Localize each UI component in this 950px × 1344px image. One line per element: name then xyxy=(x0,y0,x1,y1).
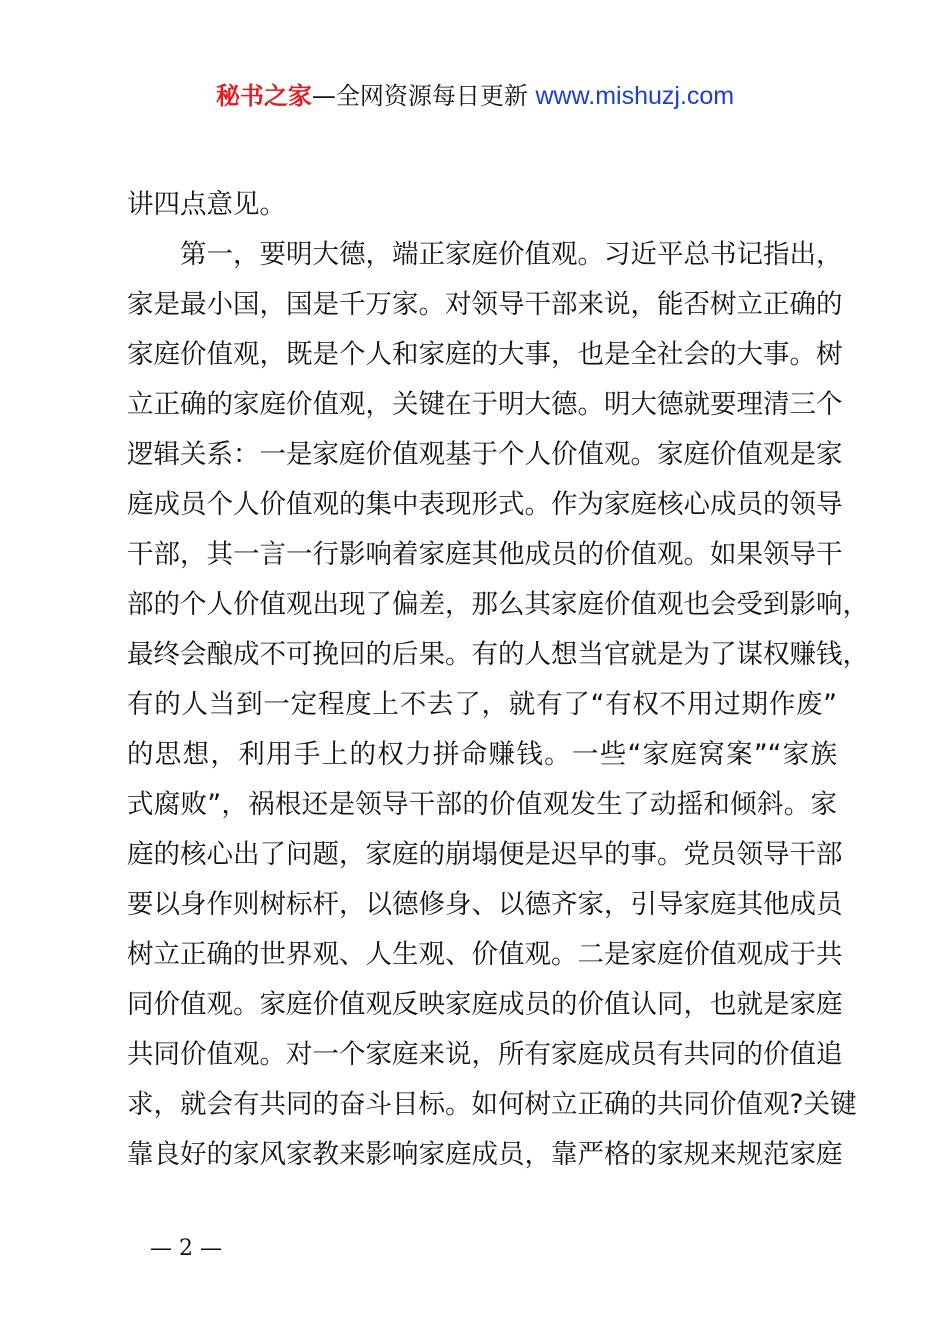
text-line: 部的个人价值观出现了偏差，那么其家庭价值观也会受到影响， xyxy=(127,589,869,620)
text-line: 靠良好的家风家教来影响家庭成员，靠严格的家规来规范家庭 xyxy=(127,1139,843,1170)
header-tagline: —全网资源每日更新 xyxy=(311,82,536,110)
text-line: 庭成员个人价值观的集中表现形式。作为家庭核心成员的领导 xyxy=(127,489,843,520)
page-number: — 2 — xyxy=(150,1236,222,1261)
text-line: 式腐败”，祸根还是领导干部的价值观发生了动摇和倾斜。家 xyxy=(127,789,837,820)
page-header xyxy=(0,80,950,112)
text-line: 同价值观。家庭价值观反映家庭成员的价值认同，也就是家庭 xyxy=(127,989,843,1020)
text-line: 的思想，利用手上的权力拼命赚钱。一些“家庭窝案”“家族 xyxy=(127,739,837,770)
text-line: 庭的核心出了问题，家庭的崩塌便是迟早的事。党员领导干部 xyxy=(127,839,843,870)
text-line: 讲四点意见。 xyxy=(127,189,286,220)
text-line: 树立正确的世界观、人生观、价值观。二是家庭价值观成于共 xyxy=(127,939,843,970)
text-line: 立正确的家庭价值观，关键在于明大德。明大德就要理清三个 xyxy=(127,389,843,420)
text-line: 第一，要明大德，端正家庭价值观。习近平总书记指出， xyxy=(180,239,843,270)
document-body xyxy=(127,180,869,1180)
text-line: 最终会酿成不可挽回的后果。有的人想当官就是为了谋权赚钱， xyxy=(127,639,869,670)
text-line: 求，就会有共同的奋斗目标。如何树立正确的共同价值观?关键 xyxy=(127,1089,857,1120)
text-line: 共同价值观。对一个家庭来说，所有家庭成员有共同的价值追 xyxy=(127,1039,843,1070)
text-line: 家是最小国，国是千万家。对领导干部来说，能否树立正确的 xyxy=(127,289,843,320)
text-line: 家庭价值观，既是个人和家庭的大事，也是全社会的大事。树 xyxy=(127,339,843,370)
brand-name: 秘书之家 xyxy=(215,82,312,110)
website-url[interactable]: www.mishuzj.com xyxy=(535,82,735,110)
text-line: 要以身作则树标杆，以德修身、以德齐家，引导家庭其他成员 xyxy=(127,889,843,920)
text-line: 逻辑关系：一是家庭价值观基于个人价值观。家庭价值观是家 xyxy=(127,439,843,470)
text-line: 有的人当到一定程度上不去了，就有了“有权不用过期作废” xyxy=(127,689,837,720)
text-line: 干部，其一言一行影响着家庭其他成员的价值观。如果领导干 xyxy=(127,539,843,570)
